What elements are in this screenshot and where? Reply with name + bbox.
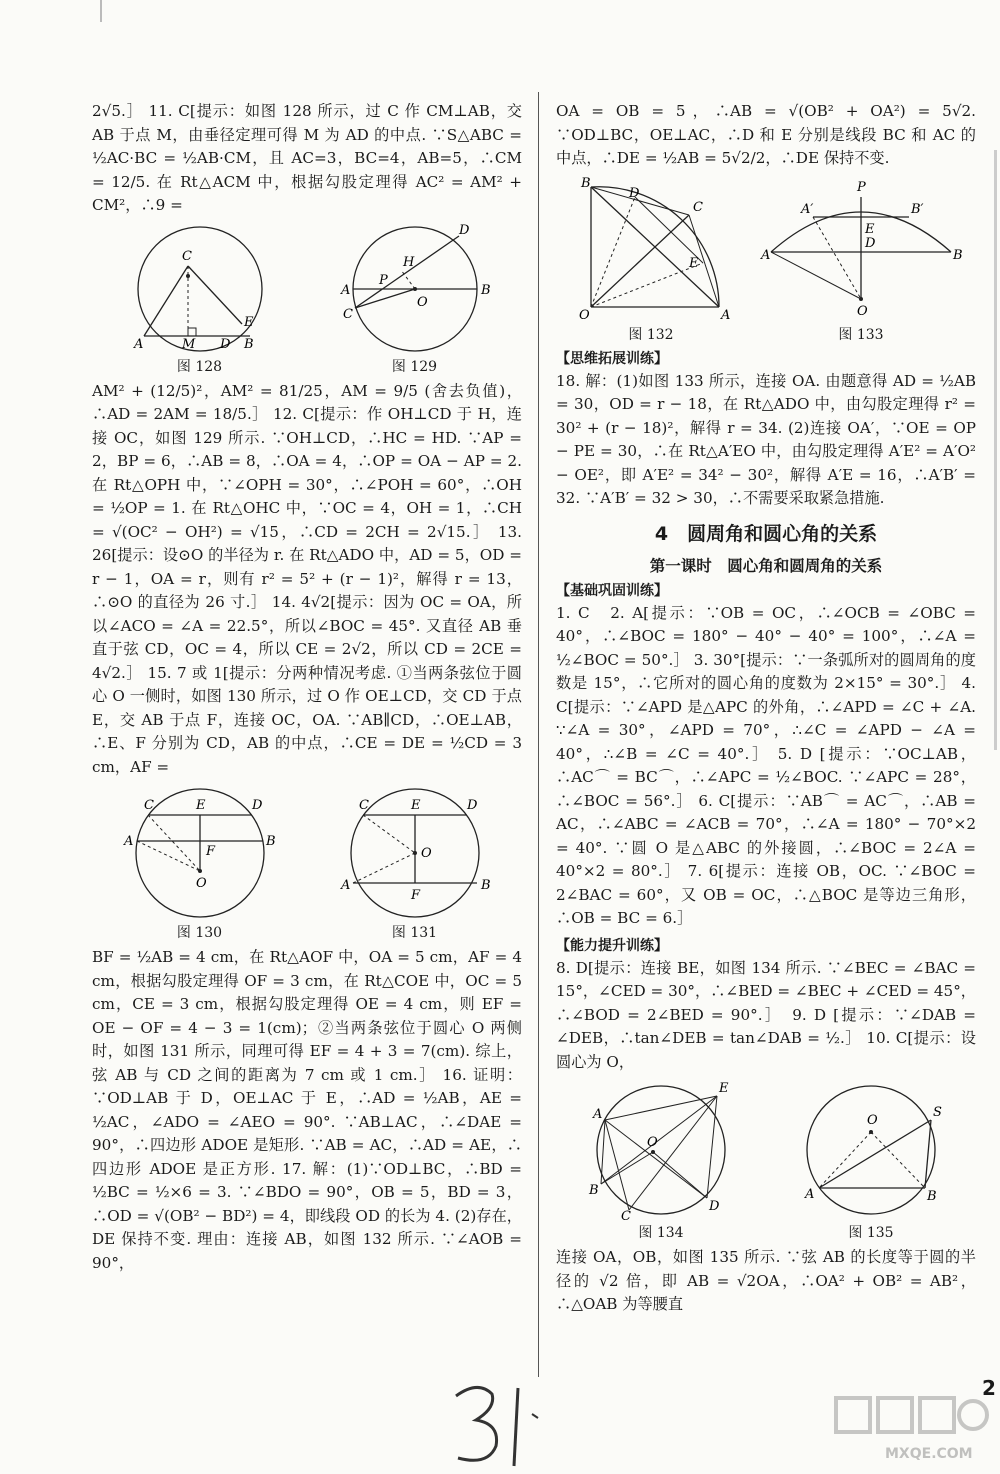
answer-text-1-7: 1. C 2. A[提示：∵OB = OC，∴∠OCB = ∠OBC = 40°，∴∠BOC = 180° − 40° − 40° = 100°，∴∠A = ½∠BOC = 50°.］ 3. 30°[提示：∵一条弧所对的圆周角的度数是 15°，∴它所对的圆心角的度数为 2×15° = 30°.］ 4. C[提示：∵∠APD 是△APC 的外角，∴∠APD = ∠C + ∠A. ∵∠A = 30°，∠APD = 70°，∴∠C = ∠APD − ∠A = 40°，∴∠B = ∠C = 40°.］ 5. D [提示：∵OC⊥AB，∴AC⌒ = BC⌒，∴∠APC = ½∠BOC. ∵∠APC = 28°，∴∠BOC = 56°.］ 6. C[提示：∵AB⌒ = AC⌒，∴AB = AC，∴∠ABC = ∠ACB = 70°，∴∠A = 180° − 70°×2 = 40°. ∵圆 O 是△ABC 的外接圆，∴∠BOC = 2∠A = 40°×2 = 80°.］ 7. 6[提示：连接 OB，OC. ∵∠BOC = 2∠BAC = 60°，又 OB = OC，∴△BOC 是等边三角形，∴OB = BC = 6.］: [556, 603, 976, 927]
svg-text:E: E: [195, 798, 205, 813]
svg-text:A: A: [761, 247, 771, 263]
figure-135-diagram: [791, 1080, 951, 1220]
figure-131-diagram: [335, 785, 495, 920]
svg-text:B: B: [480, 282, 491, 298]
svg-text:C: C: [143, 798, 154, 813]
svg-text:C: C: [358, 798, 369, 813]
svg-text:F: F: [410, 888, 420, 903]
handwritten-number: [448, 1374, 558, 1474]
svg-text:A: A: [123, 834, 133, 849]
figure-131-caption: 图 131: [391, 925, 438, 941]
answer-text-17-cont: OA = OB = 5，∴AB = √(OB² + OA²) = 5√2. ∵OD⊥BC，OE⊥AC，∴D 和 E 分别是线段 BC 和 AC 的中点，∴DE = ½AB = 5√2/2，∴DE 保持不变.: [556, 102, 976, 167]
svg-text:A: A: [721, 307, 731, 323]
lesson-heading: 第一课时 圆心角和圆周角的关系: [649, 556, 883, 575]
figure-133: [761, 177, 961, 344]
svg-text:P: P: [857, 179, 866, 195]
svg-text:B: B: [480, 878, 491, 893]
svg-text:A: A: [805, 1187, 815, 1202]
figure-129: [335, 224, 495, 376]
svg-text:P: P: [378, 272, 388, 288]
scan-mark: [994, 150, 997, 750]
svg-text:S: S: [933, 1105, 942, 1120]
figure-128-diagram: [120, 224, 280, 354]
answer-text-11: 2√5.］ 11. C[提示：如图 128 所示，过 C 作 CM⊥AB，交 AB 于点 M，由垂径定理可得 M 为 AD 的中点. ∵S△ABC = ½AC·BC = ½AB·CM，且 AC=3，BC=4，AB=5，∴CM = 12/5. 在 Rt△ACM 中，根据勾股定理得 AC² = AM² + CM²，∴9 =: [92, 102, 522, 214]
figure-133-caption: 图 133: [838, 326, 884, 343]
svg-text:A′: A′: [801, 201, 814, 217]
svg-text:O: O: [416, 294, 428, 310]
svg-text:E: E: [865, 221, 875, 237]
page-number: 2: [982, 1376, 996, 1400]
figure-128-caption: 图 128: [176, 358, 223, 375]
figure-130-caption: 图 130: [176, 925, 223, 941]
svg-text:B: B: [953, 247, 963, 263]
answer-text-10-cont: 连接 OA，OB，如图 135 所示. ∵弦 AB 的长度等于圆的半径的 √2 倍，即 AB = √2OA，∴OA² + OB² = AB²，∴△OAB 为等腰直: [556, 1248, 976, 1313]
figure-128: [120, 224, 280, 376]
svg-text:C: C: [181, 248, 192, 264]
svg-text:O: O: [420, 846, 432, 861]
svg-text:C: C: [621, 1209, 631, 1224]
watermark-text: MXQE.COM: [885, 1446, 973, 1462]
svg-text:B: B: [581, 175, 591, 191]
answer-text-15-17: BF = ½AB = 4 cm，在 Rt△AOF 中，OA = 5 cm，AF = 4 cm，根据勾股定理得 OF = 3 cm，在 Rt△COE 中，OC = 5 cm，CE = 3 cm，根据勾股定理得 OE = 4 cm，则 EF = OE − OF = 4 − 3 = 1(cm)；②当两条弦位于圆心 O 两侧时，如图 131 所示，同理可得 EF = 4 + 3 = 7(cm). 综上，弦 AB 与 CD 之间的距离为 7 cm 或 1 cm.］ 16. 证明：∵OD⊥AB 于 D，OE⊥AC 于 E，∴AD = ½AB，AE = ½AC，∠ADO = ∠AEO = 90°. ∵AB⊥AC，∴∠DAE = 90°，∴四边形 ADOE 是矩形. ∵AB = AC，∴AD = AE，∴四边形 ADOE 是正方形. 17. 解：(1)∵OD⊥BC，∴BD = ½BC = ½×6 = 3. ∵∠BDO = 90°，OB = 5，BD = 3，∴OD = √(OB² − BD²) = 4，即线段 OD 的长为 4. (2)存在，DE 保持不变. 理由：连接 AB，如图 132 所示. ∵∠AOB = 90°，: [92, 948, 522, 1272]
scan-mark: [100, 0, 102, 22]
svg-text:B: B: [265, 834, 276, 849]
section-heading: 4 圆周角和圆心角的关系: [654, 522, 878, 545]
figure-132-caption: 图 132: [628, 326, 674, 343]
svg-text:E: E: [410, 798, 420, 813]
svg-text:B: B: [927, 1189, 937, 1204]
figure-134-diagram: [581, 1080, 741, 1224]
svg-text:H: H: [402, 254, 414, 270]
column-divider: [538, 92, 539, 1377]
svg-text:C: C: [342, 306, 353, 322]
svg-text:O: O: [857, 303, 868, 319]
svg-text:A: A: [593, 1107, 603, 1122]
svg-text:A: A: [133, 336, 143, 352]
svg-text:E: E: [719, 1081, 729, 1096]
svg-text:E: E: [689, 255, 699, 271]
svg-text:D: D: [629, 185, 640, 201]
svg-text:A: A: [340, 282, 350, 298]
svg-text:O: O: [867, 1113, 878, 1128]
section-label-thinking: 【思维拓展训练】: [556, 350, 668, 367]
figure-129-caption: 图 129: [391, 358, 438, 375]
answer-text-18: 18. 解：(1)如图 133 所示，连接 OA. 由题意得 AD = ½AB = 30，OD = r − 18，在 Rt△ADO 中，由勾股定理得 r² = 30² + (r − 18)²，解得 r = 34. (2)连接 OA′，∵OE = OP − PE = 30，∴在 Rt△A′EO 中，由勾股定理得 A′E² = A′O² − OE²，即 A′E² = 34² − 30²，解得 A′E = 16，∴A′B′ = 32. ∵A′B′ = 32 > 30，∴不需要采取紧急措施.: [556, 371, 976, 507]
section-label-basic: 【基础巩固训练】: [556, 582, 668, 599]
left-column: [92, 100, 522, 1275]
right-column: [556, 100, 976, 1317]
figure-135: [791, 1080, 951, 1242]
figure-132: [571, 177, 731, 344]
svg-text:D: D: [466, 798, 477, 813]
figure-132-diagram: [571, 177, 731, 322]
figure-135-caption: 图 135: [848, 1225, 894, 1241]
figure-133-diagram: [761, 177, 961, 322]
figure-row-132-133: [556, 177, 976, 344]
figure-131: [335, 785, 495, 942]
svg-text:O: O: [579, 307, 590, 323]
figure-row-130-131: [92, 785, 522, 942]
figure-134-caption: 图 134: [638, 1225, 684, 1241]
svg-text:D: D: [865, 235, 876, 251]
svg-text:M: M: [181, 336, 195, 352]
svg-text:O: O: [647, 1135, 658, 1150]
section-label-ability: 【能力提升训练】: [556, 937, 668, 954]
svg-text:D: D: [219, 336, 230, 352]
figure-row-134-135: [556, 1080, 976, 1242]
svg-text:A: A: [340, 878, 350, 893]
svg-text:D: D: [458, 222, 469, 238]
svg-text:C: C: [693, 199, 703, 215]
svg-text:D: D: [251, 798, 262, 813]
svg-text:D: D: [709, 1199, 720, 1214]
figure-130: [120, 785, 280, 942]
figure-134: [581, 1080, 741, 1242]
svg-text:B: B: [243, 336, 254, 352]
svg-text:O: O: [195, 876, 207, 891]
figure-row-128-129: [92, 224, 522, 376]
figure-129-diagram: [335, 224, 495, 354]
answer-text-8-10: 8. D[提示：连接 BE，如图 134 所示. ∵∠BEC = ∠BAC = 15°，∠CED = 30°，∴∠BED = ∠BEC + ∠CED = 45°，∴∠BOD = 2∠BED = 90°.］ 9. D [提示：∵∠DAB = ∠DEB，∴tan∠DEB = tan∠DAB = ½.］ 10. C[提示：设圆心为 O，: [556, 958, 976, 1071]
svg-text:E: E: [243, 314, 253, 330]
svg-text:B′: B′: [911, 201, 924, 217]
svg-text:F: F: [205, 844, 215, 859]
figure-130-diagram: [120, 785, 280, 920]
svg-text:B: B: [589, 1183, 599, 1198]
answer-text-12-15: AM² + (12/5)²，AM² = 81/25，AM = 9/5 (舍去负值)，∴AD = 2AM = 18/5.］ 12. C[提示：作 OH⊥CD 于 H，连接 OC，如图 129 所示. ∵OH⊥CD，∴HC = HD. ∵AP = 2，BP = 6，∴AB = 8，∴OA = 4，∴OP = OA − AP = 2. 在 Rt△OPH 中，∵∠OPH = 30°，∴∠POH = 60°，∴OH = ½OP = 1. 在 Rt△OHC 中，∵OC = 4，OH = 1，∴CH = √(OC² − OH²) = √15，∴CD = 2CH = 2√15.］ 13. 26[提示：设⊙O 的半径为 r. 在 Rt△ADO 中，AD = 5，OD = r − 1，OA = r，则有 r² = 5² + (r − 1)²，解得 r = 13，∴⊙O 的直径为 26 寸.］ 14. 4√2[提示：因为 OC = OA，所以∠ACO = ∠A = 22.5°，所以∠BOC = 45°. 又直径 AB 垂直于弦 CD，OC = 4，所以 CE = 2√2，所以 CD = 2CE = 4√2.］ 15. 7 或 1[提示：分两种情况考虑. ①当两条弦位于圆心 O 一侧时，如图 130 所示，过 O 作 OE⊥CD，交 CD 于点 E，交 AB 于点 F，连接 OC，OA. ∵AB∥CD，∴OE⊥AB，∴E、F 分别为 CD，AB 的中点，∴CE = DE = ½CD = 3 cm，AF =: [92, 381, 522, 776]
